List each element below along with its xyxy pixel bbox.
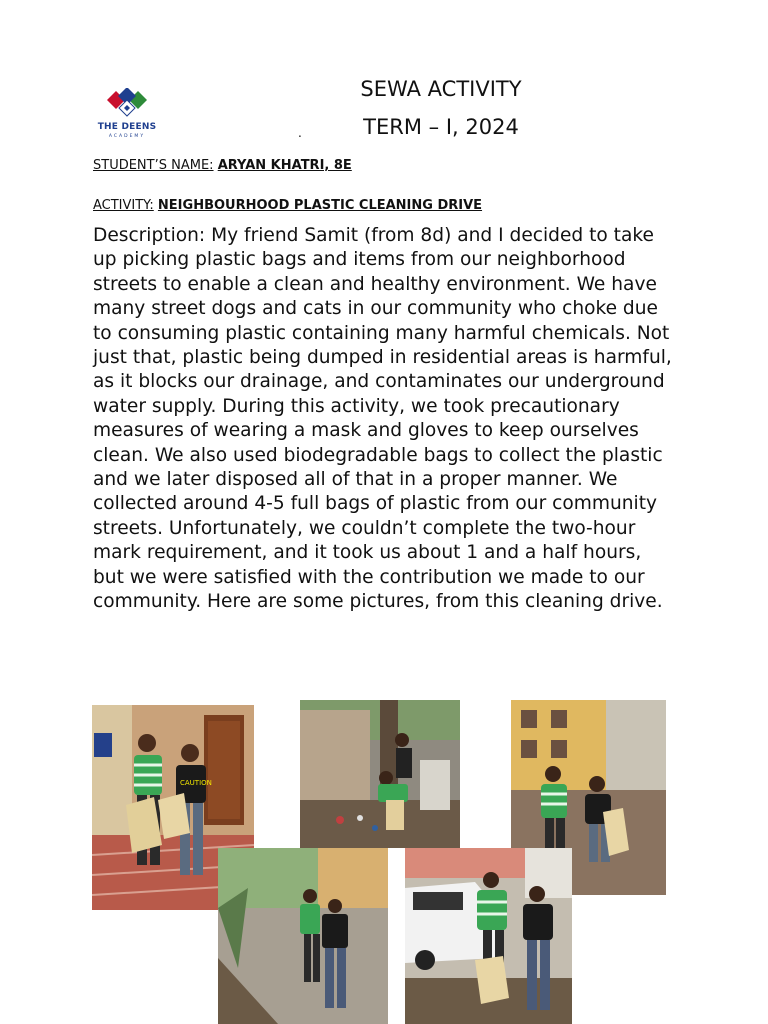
activity-label: ACTIVITY:: [93, 198, 154, 213]
photo-tree-roadside: [300, 700, 460, 848]
activity-value: NEIGHBOURHOOD PLASTIC CLEANING DRIVE: [157, 198, 483, 213]
student-name-line: [93, 158, 352, 173]
student-name-label: STUDENT’S NAME:: [93, 158, 214, 173]
photo-white-car: [405, 848, 572, 1024]
term-title: TERM – I, 2024: [363, 115, 519, 139]
stray-dot: .: [298, 126, 302, 140]
description-paragraph: Description: My friend Samit (from 8d) and I decided to take up picking plastic bags and items from our neighborhood streets to enable a clean and healthy environment. We have many street dogs and cats in our community who choke due to consuming plastic containing many harmful chemicals. Not just that, plastic being dumped in residential areas is harmful, as it blocks our drainage, and contaminates our underground water supply. During this activity, we took precautionary measures of wearing a mask and gloves to keep ourselves clean. We also used biodegradable bags to collect the plastic and we later disposed all of that in a proper manner. We collected around 4-5 full bags of plastic from our community streets. Unfortunately, we couldn’t complete the two-hour mark requirement, and it took us about 1 and a half hours, but we were satisfied with the contribution we made to our community. Here are some pictures, from this cleaning drive.: [93, 225, 672, 613]
logo-subtitle: ACADEMY: [108, 134, 146, 139]
shirt-caption: CAUTION: [180, 779, 212, 787]
page-title: SEWA ACTIVITY: [360, 77, 522, 101]
activity-line: [93, 198, 482, 213]
school-logo: [94, 88, 160, 146]
logo-emblem-icon: [94, 88, 160, 122]
student-name-value: ARYAN KHATRI, 8E: [217, 158, 352, 173]
logo-name: THE DEENS: [97, 122, 157, 132]
photo-road-walk: [218, 848, 388, 1024]
